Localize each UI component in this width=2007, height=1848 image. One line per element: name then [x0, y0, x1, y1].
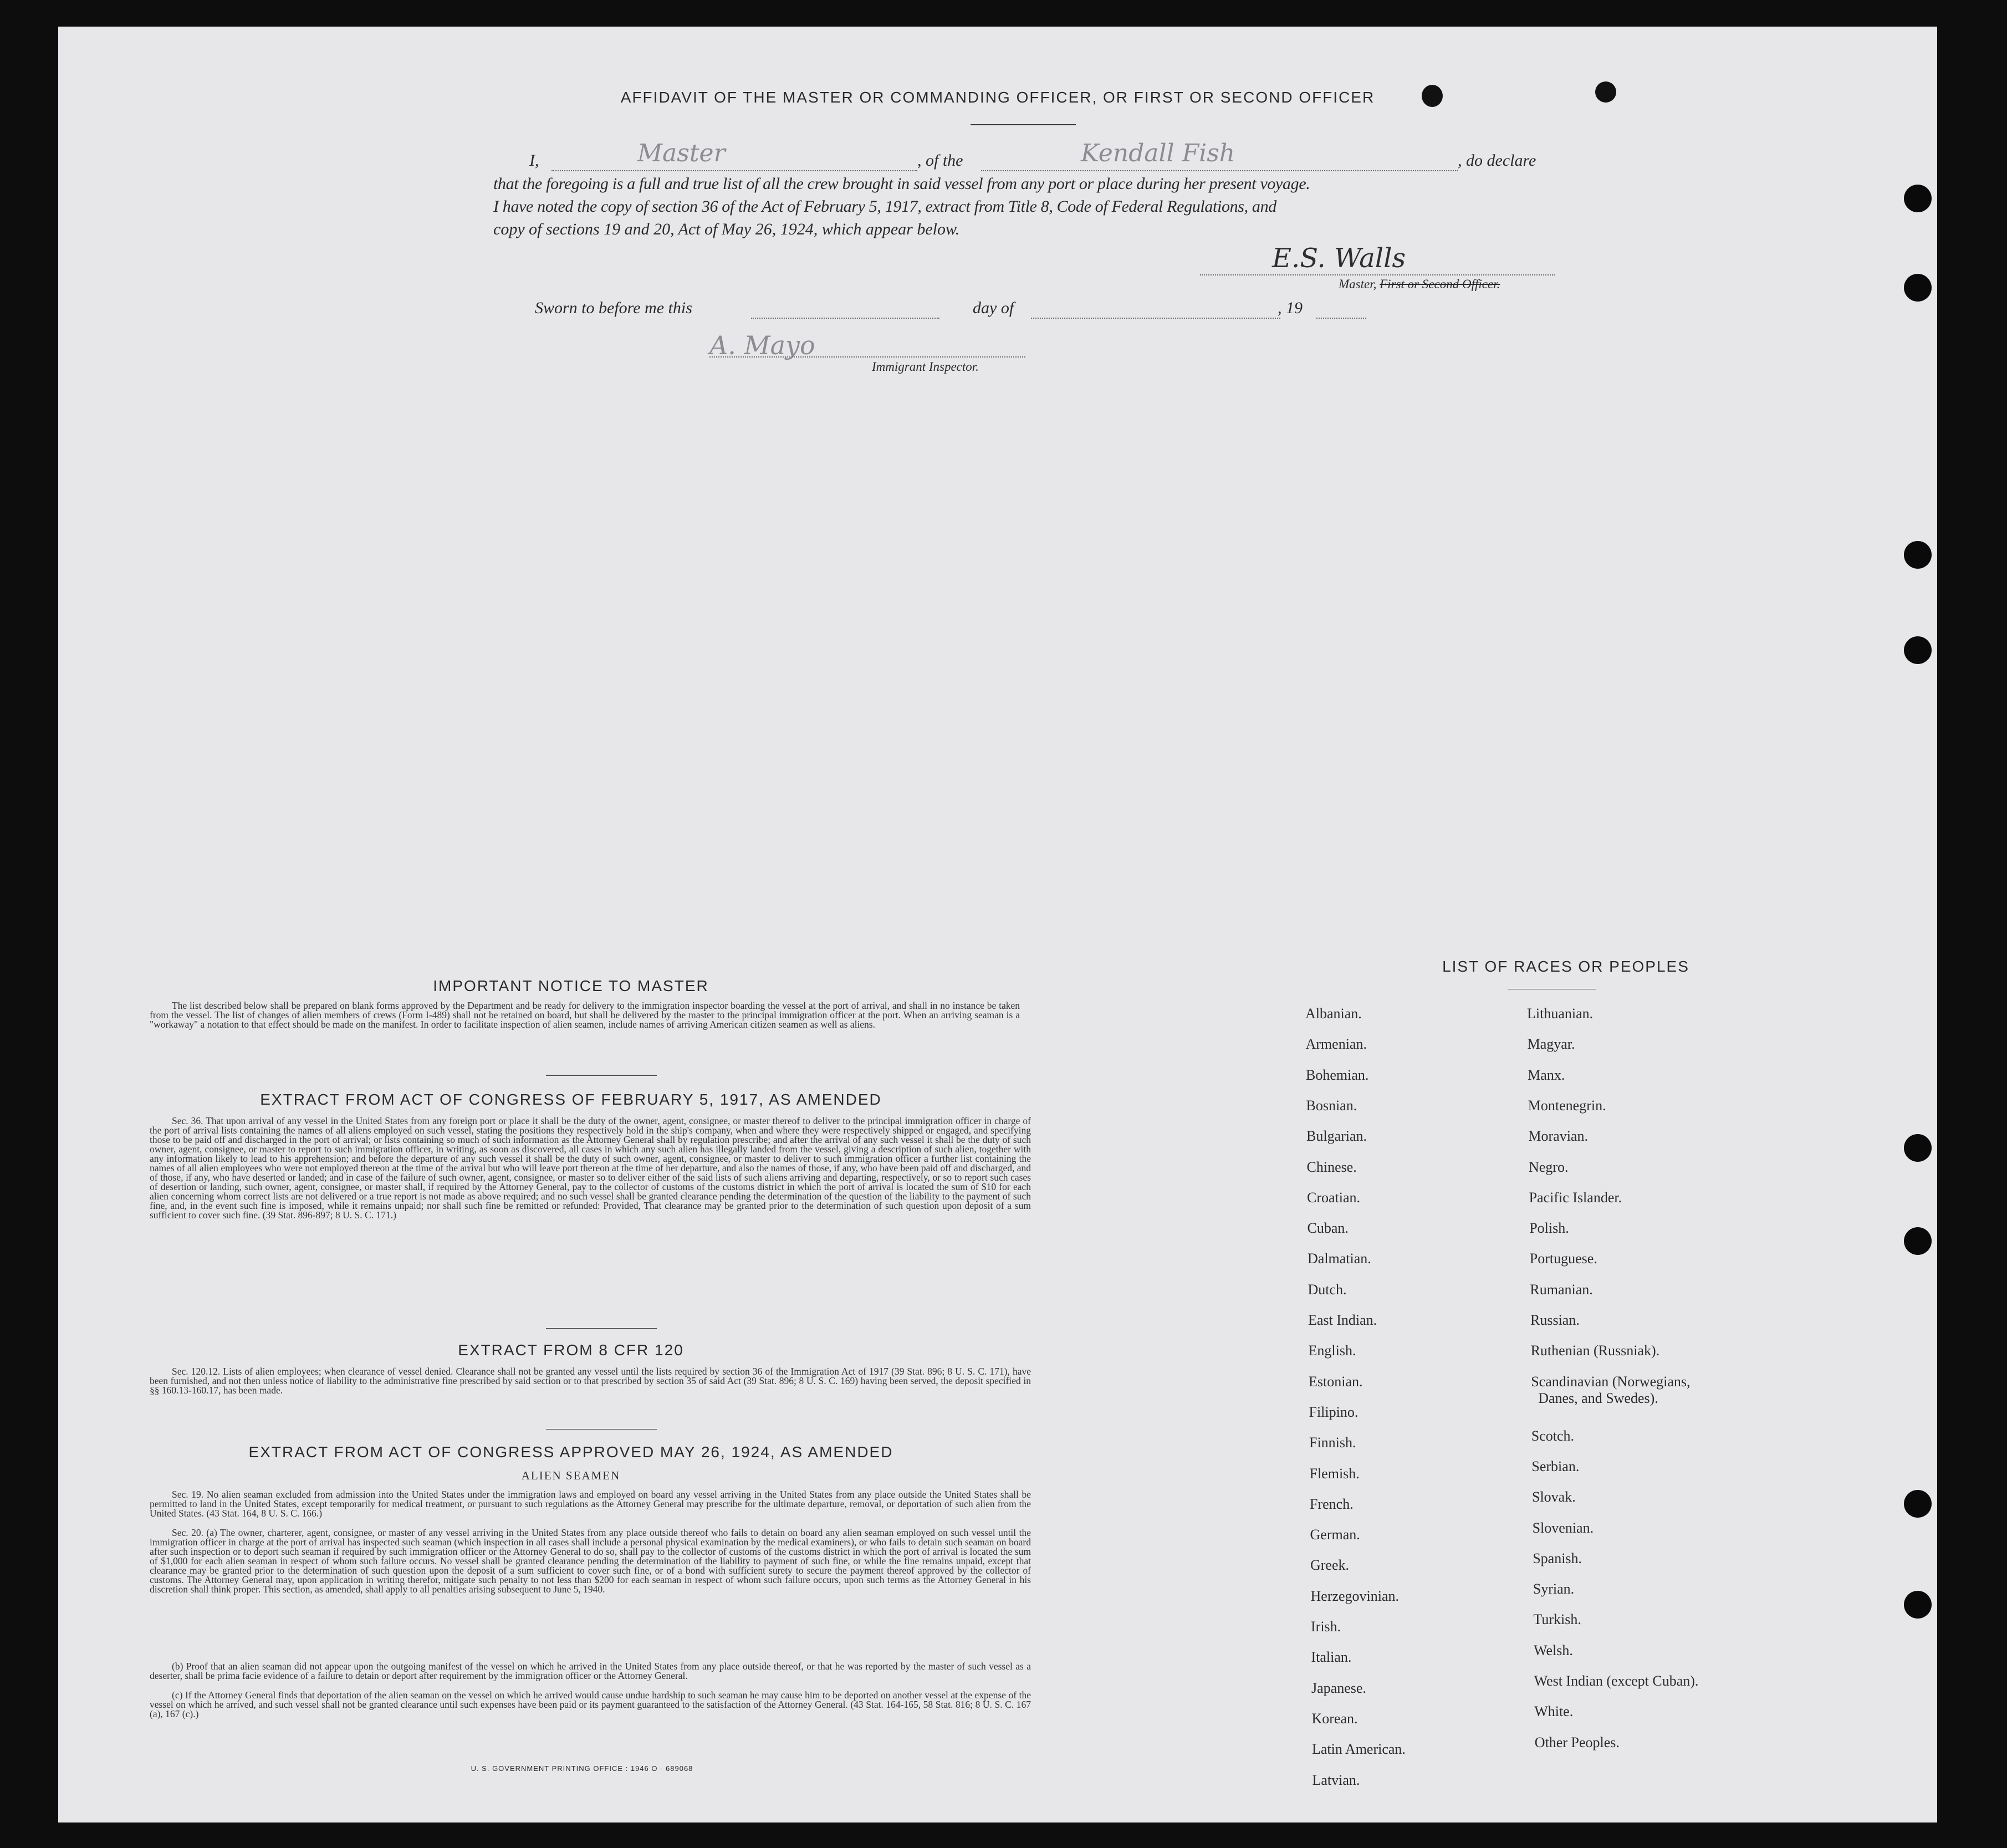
race-item: Spanish.: [1533, 1550, 1582, 1566]
handwritten-vessel: Kendall Fish: [1081, 139, 1235, 167]
race-item: Manx.: [1528, 1066, 1565, 1083]
race-item: Latvian.: [1312, 1772, 1360, 1788]
alien-seamen-subtitle: ALIEN SEAMEN: [521, 1469, 621, 1482]
handwritten-rank: Master: [637, 139, 726, 167]
race-item: Bosnian.: [1306, 1097, 1357, 1114]
affidavit-line-3: I have noted the copy of section 36 of the Act of February 5, 1917, extract from Title 8, Code of Federal Regulations, and: [493, 197, 1276, 216]
ink-blot: [1422, 85, 1443, 107]
race-item: Cuban.: [1307, 1220, 1349, 1237]
signature-dotline: [1200, 274, 1555, 275]
printer-imprint: U. S. GOVERNMENT PRINTING OFFICE : 1946 O - 689068: [471, 1764, 693, 1773]
sworn-line: Sworn to before me this day of , 19: [535, 299, 1422, 321]
race-item: Finnish.: [1309, 1435, 1356, 1451]
race-item: Bohemian.: [1306, 1066, 1369, 1083]
sec-20c-body: (c) If the Attorney General finds that deportation of the alien seaman on the vessel on which he arrived would cause undue hardship to such seaman he may cause him to be deported on another vessel at the expense of the vessel on which he arrived, and such vessel shall not be granted clearance until such expenses have been paid or its payment guaranteed to the satisfaction of the Attorney General. (43 Stat. 164-165, 58 Stat. 816; 8 U. S. C. 167 (a), 167 (c).): [150, 1689, 1031, 1719]
ink-blot: [1595, 81, 1616, 103]
notice-title: IMPORTANT NOTICE TO MASTER: [433, 977, 709, 994]
punch-hole: [1904, 1227, 1932, 1255]
race-item: East Indian.: [1308, 1312, 1377, 1328]
race-item: English.: [1308, 1342, 1356, 1359]
race-item: Polish.: [1529, 1220, 1569, 1237]
race-item: Japanese.: [1311, 1679, 1366, 1696]
extract-1917-divider: [546, 1328, 657, 1329]
race-item: Negro.: [1529, 1158, 1569, 1175]
inspector-signature: A. Mayo: [709, 330, 815, 360]
race-item: Magyar.: [1527, 1036, 1575, 1053]
sworn-year-dotline: [1316, 318, 1366, 319]
extract-1917-body: Sec. 36. That upon arrival of any vessel in the United States from any foreign port or place it shall be the duty of the owner, agent, consignee, or master thereof to deliver to the principal immigration officer in charge of the port of arrival lists containing the names of all aliens employed on such vessel, stating the positions they respectively hold in the ship's company, when and where they were respectively shipped or engaged, and specifying those to be paid off and discharged in the port of arrival; or lists containing so much of such information as the Attorney General shall by regulation prescribe; and after the arrival of any such vessel it shall be the duty of such owner, agent, consignee, or master to report to such immigration officer, in writing, as soon as discovered, all cases in which any such alien has illegally landed from the vessel, giving a description of such alien, together with any information likely to lead to his apprehension; and before the departure of any such vessel it shall be the duty of such owner, agent, consignee, or master to deliver to such immigration officer a further list containing the names of all alien employees who were not employed thereon at the time of the arrival but who will leave port thereon at the time of her departure, and also the names of those, if any, who have been paid off and discharged, and of those, if any, who have deserted or landed; and in case of the failure of such owner, agent, consignee, or master so to deliver either of the said lists of such aliens arriving and departing, respectively, or so to report such cases of desertion or landing, such owner, agent, consignee, or master shall, if required by the Attorney General, pay to the collector of customs of the customs district in which the port of arrival is located the sum of $10 for each alien concerning whom correct lists are not delivered or a true report is not made as above required; and no such vessel shall be granted clearance pending the determination of the question of the liability to the payment of such fine, and, in the event such fine is imposed, while it remains unpaid; nor shall such fine be remitted or refunded: Provided, That clearance may be granted prior to the determination of such question upon deposit of a sum sufficient to cover such fine. (39 Stat. 896-897; 8 U. S. C. 171.): [150, 1115, 1031, 1221]
sworn-month-dotline: [1031, 318, 1280, 319]
race-item: Flemish.: [1309, 1465, 1360, 1482]
race-item: Bulgarian.: [1306, 1128, 1367, 1145]
race-item: Greek.: [1310, 1557, 1350, 1574]
race-item: Dalmatian.: [1308, 1250, 1371, 1267]
punch-hole: [1904, 185, 1932, 212]
affidavit-title: AFFIDAVIT OF THE MASTER OR COMMANDING OFFICER, OR FIRST OR SECOND OFFICER: [620, 89, 1375, 106]
race-item: West Indian (except Cuban).: [1534, 1673, 1699, 1689]
race-item: Slovak.: [1532, 1489, 1576, 1505]
race-item: Ruthenian (Russniak).: [1530, 1342, 1660, 1359]
punch-hole: [1904, 1134, 1932, 1162]
race-item: Montenegrin.: [1528, 1097, 1606, 1114]
races-title: LIST OF RACES OR PEOPLES: [1442, 958, 1689, 975]
affidavit-line-1: I, Master , of the Kendall Fish , do declare: [493, 151, 1618, 173]
extract-cfr-divider: [546, 1429, 657, 1430]
extract-1924-title: EXTRACT FROM ACT OF CONGRESS APPROVED MAY 26, 1924, AS AMENDED: [248, 1443, 893, 1461]
race-item: Portuguese.: [1529, 1250, 1597, 1267]
sec-20b-body: (b) Proof that an alien seaman did not appear upon the outgoing manifest of the vessel on which he arrived in the United States from any place outside thereof, or that he was reported by the master of such vessel as a deserter, shall be prima facie evidence of a failure to detain or deport after requirement by the immigration officer or the Attorney General.: [150, 1661, 1031, 1681]
punch-hole: [1904, 1591, 1932, 1619]
race-item: Scandinavian (Norwegians, Danes, and Swedes).: [1531, 1373, 1691, 1406]
race-item: Syrian.: [1533, 1581, 1575, 1597]
race-item: Albanian.: [1305, 1005, 1362, 1022]
race-item: Russian.: [1530, 1312, 1580, 1328]
race-item: Filipino.: [1309, 1403, 1359, 1420]
struck-officer-text: First or Second Officer.: [1380, 277, 1500, 291]
notice-divider: [546, 1075, 657, 1076]
inspector-caption: Immigrant Inspector.: [872, 360, 979, 374]
race-item: Rumanian.: [1530, 1281, 1593, 1298]
race-item: Herzegovinian.: [1310, 1587, 1400, 1604]
race-item: Korean.: [1311, 1710, 1358, 1727]
race-item: Pacific Islander.: [1529, 1189, 1622, 1206]
affidavit-line-2: that the foregoing is a full and true list of all the crew brought in said vessel from any port or place during her present voyage.: [493, 175, 1310, 193]
race-item: Italian.: [1311, 1649, 1352, 1666]
inspector-dotline: [709, 356, 1025, 358]
race-item: Scotch.: [1531, 1427, 1575, 1444]
signature-caption: Master, First or Second Officer.: [1339, 277, 1500, 291]
race-item: Moravian.: [1528, 1128, 1588, 1145]
notice-body: The list described below shall be prepared on blank forms approved by the Department and be ready for delivery to the immigration inspector boarding the vessel at the port of arrival, and shall in no instance be taken from the vessel. The list of changes of alien members of crews (Form I-489) shall not be retained on board, but shall be delivered by the master to the principal immigration officer at the port. When an arriving seaman is a "workaway" a notation to that effect should be made on the manifest. In order to facilitate inspection of alien seamen, include names of arriving American citizen seamen as well as aliens.: [150, 1000, 1020, 1030]
punch-hole: [1904, 1490, 1932, 1518]
extract-1917-title: EXTRACT FROM ACT OF CONGRESS OF FEBRUARY 5, 1917, AS AMENDED: [260, 1091, 882, 1108]
extract-cfr-body: Sec. 120.12. Lists of alien employees; when clearance of vessel denied. Clearance shall not be granted any vessel until the lists required by section 36 of the Immigration Act of 1917 (39 Stat. 896; 8 U. S. C. 171), have been furnished, and not then unless notice of liability to the administrative fine prescribed by said section or to that prescribed by section 35 of said Act (39 Stat. 896; 8 U. S. C. 169) having been served, the deposit specified in §§ 160.13-160.17, has been made.: [150, 1366, 1031, 1396]
sec-20a-body: Sec. 20. (a) The owner, charterer, agent, consignee, or master of any vessel arriving in the United States from any place outside thereof who fails to detain on board any alien seaman employed on such vessel until the immigration officer in charge at the port of arrival has inspected such seaman (which inspection in all cases shall include a personal physical examination by the medical examiners), or who fails to detain such seaman on board after such inspection or to deport such seaman if required by such immigration officer or the Attorney General to do so, shall pay to the collector of customs of the customs district in which the port of arrival is located the sum of $1,000 for each alien seaman in respect of whom such failure occurs. No vessel shall be granted clearance pending the determination of the liability to payment of such fine, or while the fine remains unpaid, except that clearance may be granted prior to the determination of such question upon the deposit of a sum sufficient to cover such fine, or of a bond with sufficient surety to secure the payment thereof approved by the collector of customs. The Attorney General may, upon application in writing therefor, mitigate such penalty to not less than $200 for each seaman in respect of whom such failure occurs, upon such terms as the Attorney General in his discretion shall think proper. This section, as amended, shall apply to all penalties arising subsequent to June 5, 1940.: [150, 1527, 1031, 1595]
race-item: French.: [1310, 1495, 1354, 1512]
affidavit-line-4: copy of sections 19 and 20, Act of May 26, 1924, which appear below.: [493, 220, 960, 238]
sworn-day-dotline: [751, 318, 939, 319]
race-item: Chinese.: [1306, 1158, 1357, 1175]
race-item: Welsh.: [1534, 1642, 1573, 1658]
race-item: Serbian.: [1531, 1458, 1580, 1474]
race-item: White.: [1534, 1703, 1574, 1720]
race-item: Other Peoples.: [1534, 1734, 1620, 1750]
title-divider: [971, 124, 1076, 125]
punch-hole: [1904, 636, 1932, 664]
vessel-dotline: [981, 170, 1458, 171]
race-item: Croatian.: [1307, 1189, 1361, 1206]
name-dotline: [551, 170, 917, 171]
master-signature: E.S. Walls: [1272, 243, 1406, 274]
race-item: Lithuanian.: [1527, 1005, 1594, 1022]
punch-hole: [1904, 541, 1932, 569]
extract-cfr-title: EXTRACT FROM 8 CFR 120: [458, 1341, 684, 1359]
race-item: Slovenian.: [1532, 1519, 1594, 1536]
race-item: Irish.: [1311, 1619, 1341, 1635]
race-item: Latin American.: [1312, 1741, 1406, 1758]
sec-19-body: Sec. 19. No alien seaman excluded from admission into the United States under the immigration laws and employed on board any vessel arriving in the United States from any place outside the United States shall be permitted to land in the United States, except temporarily for medical treatment, or pursuant to such regulations as the Attorney General may prescribe for the ultimate departure, removal, or deportation of such alien from the United States. (43 Stat. 164, 8 U. S. C. 166.): [150, 1489, 1031, 1519]
race-item: Turkish.: [1533, 1611, 1581, 1628]
race-item: Estonian.: [1309, 1373, 1363, 1390]
race-item: Dutch.: [1308, 1281, 1347, 1298]
punch-hole: [1904, 274, 1932, 302]
form-sheet: [58, 27, 1937, 1823]
race-item: Armenian.: [1305, 1036, 1367, 1053]
race-item: German.: [1310, 1527, 1360, 1543]
